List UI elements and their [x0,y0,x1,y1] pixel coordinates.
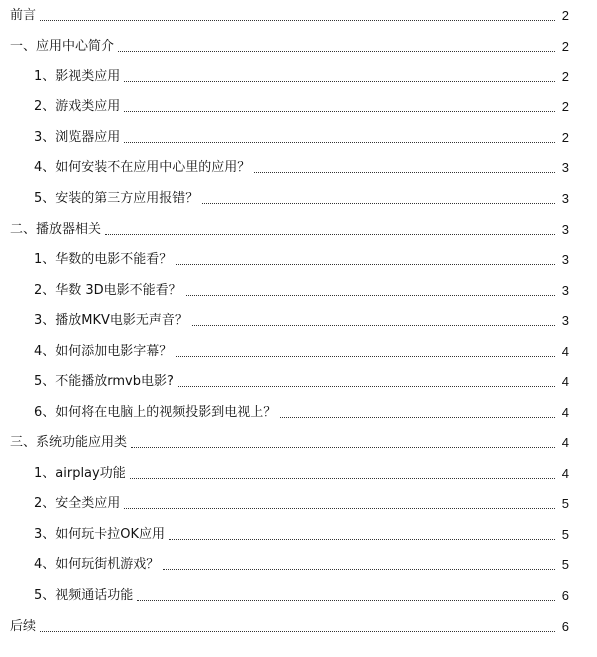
toc-page-number: 6 [561,588,569,603]
toc-page-number: 5 [561,557,569,572]
toc-entry-3-5[interactable] [34,582,569,604]
toc-entry-3-2[interactable] [34,490,569,512]
toc-entry-2-4[interactable] [34,338,569,360]
toc-entry-label: 2、华数 3D电影不能看？ [34,283,182,298]
toc-page-number: 2 [561,69,569,84]
toc-entry-label: 4、如何添加电影字幕？ [34,344,173,359]
toc-entry-label: 前言 [10,8,37,23]
toc-entry-1-1[interactable] [34,63,569,85]
dot-leader [124,508,555,509]
dot-leader [178,386,555,387]
toc-entry-label: 4、如何玩街机游戏？ [34,557,160,572]
toc-entry-2-3[interactable] [34,307,569,329]
toc-entry-1-4[interactable] [34,154,569,176]
toc-entry-label: 5、安装的第三方应用报错？ [34,191,199,206]
toc-page-number: 5 [561,496,569,511]
dot-leader [169,539,555,540]
dot-leader [124,142,555,143]
toc-page-number: 4 [561,466,569,481]
toc-page-number: 4 [561,374,569,389]
toc-entry-1-3[interactable] [34,124,569,146]
toc-entry-3-3[interactable] [34,521,569,543]
toc-entry-label: 1、华数的电影不能看？ [34,252,173,267]
dot-leader [124,81,555,82]
toc-entry-section-3[interactable] [10,429,569,451]
toc-page-number: 3 [561,160,569,175]
toc-entry-3-1[interactable] [34,460,569,482]
toc-page-number: 4 [561,435,569,450]
dot-leader [176,264,555,265]
toc-entry-2-2[interactable] [34,277,569,299]
toc-entry-label: 3、播放MKV电影无声音？ [34,313,188,328]
toc-entry-preface[interactable] [10,2,569,24]
toc-entry-afterword[interactable] [10,613,569,635]
toc-page-number: 2 [561,39,569,54]
dot-leader [280,417,555,418]
toc-page-number: 4 [561,344,569,359]
dot-leader [105,234,555,235]
dot-leader [124,111,555,112]
toc-entry-label: 1、影视类应用 [34,69,121,84]
toc-entry-label: 一、应用中心简介 [10,39,115,54]
toc-entry-label: 二、播放器相关 [10,222,102,237]
toc-entry-1-5[interactable] [34,185,569,207]
toc-entry-label: 2、安全类应用 [34,496,121,511]
dot-leader [163,569,555,570]
dot-leader [137,600,555,601]
dot-leader [40,631,555,632]
toc-entry-label: 5、不能播放rmvb电影? [34,374,174,389]
toc-page-number: 2 [561,99,569,114]
toc-page-number: 4 [561,405,569,420]
toc-page-number: 6 [561,619,569,634]
toc-entry-label: 6、如何将在电脑上的视频投影到电视上？ [34,405,277,420]
dot-leader [131,447,555,448]
toc-entry-2-6[interactable] [34,399,569,421]
toc-page-number: 2 [561,130,569,145]
toc-entry-label: 三、系统功能应用类 [10,435,128,450]
toc-page-number: 3 [561,252,569,267]
toc-entry-label: 3、浏览器应用 [34,130,121,145]
toc-entry-1-2[interactable] [34,93,569,115]
dot-leader [40,20,555,21]
toc-entry-2-5[interactable] [34,368,569,390]
toc-entry-label: 4、如何安装不在应用中心里的应用？ [34,160,251,175]
toc-entry-section-1[interactable] [10,33,569,55]
dot-leader [192,325,555,326]
dot-leader [130,478,555,479]
toc-entry-label: 1、airplay功能 [34,466,126,481]
dot-leader [176,356,555,357]
toc-page-number: 5 [561,527,569,542]
toc-entry-label: 3、如何玩卡拉OK应用 [34,527,166,542]
toc-page-number: 2 [561,8,569,23]
toc-page-number: 3 [561,283,569,298]
toc-entry-label: 后续 [10,619,37,634]
toc-page-number: 3 [561,313,569,328]
toc-entry-section-2[interactable] [10,216,569,238]
dot-leader [186,295,555,296]
toc-entry-2-1[interactable] [34,246,569,268]
toc-page-number: 3 [561,222,569,237]
toc-page-number: 3 [561,191,569,206]
dot-leader [202,203,555,204]
toc-entry-label: 2、游戏类应用 [34,99,121,114]
toc-entry-label: 5、视频通话功能 [34,588,134,603]
dot-leader [118,51,555,52]
dot-leader [254,172,555,173]
toc-entry-3-4[interactable] [34,551,569,573]
